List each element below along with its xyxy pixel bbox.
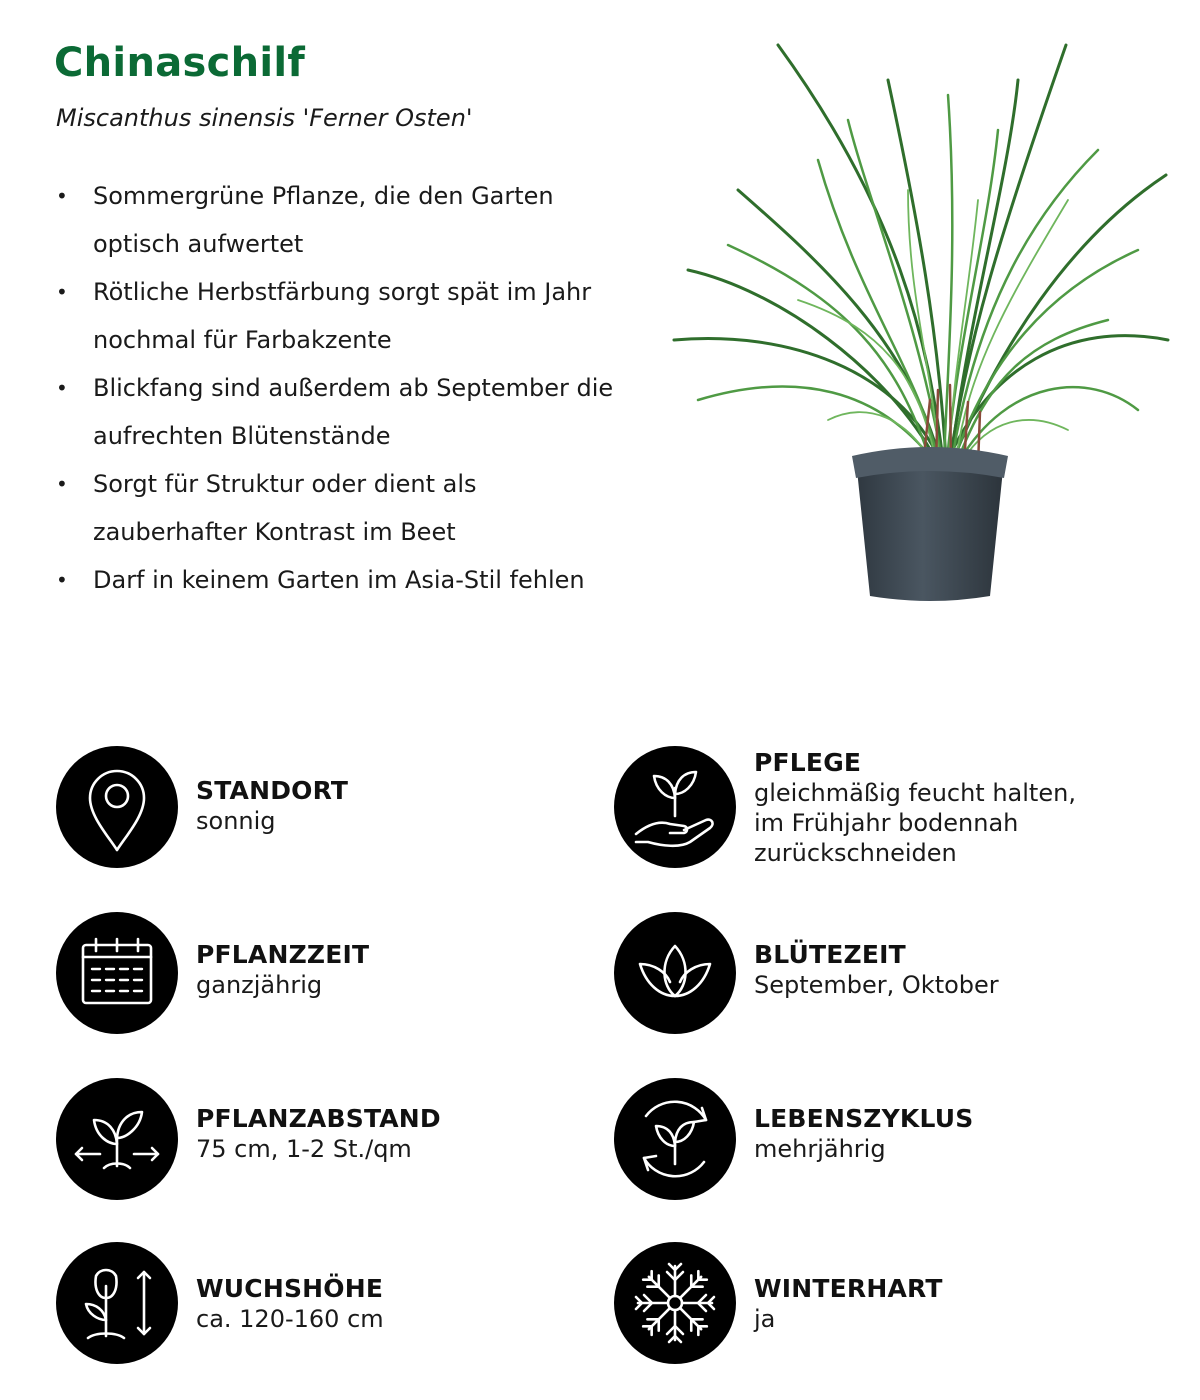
bullet-item [56, 364, 616, 460]
lotus-flower-icon [614, 912, 736, 1034]
feature-pflege [614, 746, 1134, 870]
feature-wuchshoehe [56, 1242, 576, 1366]
feature-value: sonnig [196, 807, 276, 835]
life-cycle-icon [614, 1078, 736, 1200]
feature-standort [56, 746, 576, 870]
feature-value: ja [754, 1305, 776, 1333]
growth-height-icon [56, 1242, 178, 1364]
feature-value: ca. 120-160 cm [196, 1305, 384, 1333]
bullet-dot-icon: • [56, 280, 68, 304]
feature-label: PFLANZZEIT [196, 940, 370, 969]
bullet-dot-icon: • [56, 472, 68, 496]
bullet-item [56, 556, 616, 604]
feature-bluetezeit [614, 912, 1134, 1036]
calendar-icon [56, 912, 178, 1034]
bullet-text: Sorgt für Struktur oder dient als zauberhafter Kontrast im Beet [93, 470, 477, 546]
feature-pflanzzeit [56, 912, 576, 1036]
feature-label: BLÜTEZEIT [754, 940, 906, 969]
feature-label: STANDORT [196, 776, 349, 805]
feature-label: WINTERHART [754, 1274, 943, 1303]
feature-value: ganzjährig [196, 971, 323, 999]
feature-value: gleichmäßig feucht halten, im Frühjahr bodennah zurückschneiden [754, 779, 1076, 867]
bullet-dot-icon: • [56, 376, 68, 400]
botanical-name: Miscanthus sinensis 'Ferner Osten' [56, 104, 473, 132]
bullet-item [56, 460, 616, 556]
feature-label: LEBENSZYKLUS [754, 1104, 974, 1133]
bullet-text: Darf in keinem Garten im Asia-Stil fehlen [93, 566, 585, 594]
feature-label: PFLEGE [754, 748, 862, 777]
feature-label: WUCHSHÖHE [196, 1274, 384, 1303]
bullet-item [56, 268, 616, 364]
bullet-text: Rötliche Herbstfärbung sorgt spät im Jahr nochmal für Farbakzente [93, 278, 592, 354]
bullet-dot-icon: • [56, 184, 68, 208]
bullet-item [56, 172, 616, 268]
feature-value: mehrjährig [754, 1135, 886, 1163]
feature-lebenszyklus [614, 1078, 1134, 1202]
feature-bullet-list [56, 172, 616, 604]
product-image [668, 40, 1172, 610]
sprout-spacing-icon [56, 1078, 178, 1200]
bullet-text: Blickfang sind außerdem ab September die aufrechten Blütenstände [93, 374, 614, 450]
snowflake-icon [614, 1242, 736, 1364]
feature-value: 75 cm, 1-2 St./qm [196, 1135, 412, 1163]
feature-value: September, Oktober [754, 971, 999, 999]
bullet-dot-icon: • [56, 568, 68, 592]
feature-label: PFLANZABSTAND [196, 1104, 441, 1133]
product-title: Chinaschilf [54, 40, 306, 86]
plant-in-hand-icon [614, 746, 736, 868]
feature-winterhart [614, 1242, 1134, 1366]
bullet-text: Sommergrüne Pflanze, die den Garten optisch aufwertet [93, 182, 554, 258]
location-pin-icon [56, 746, 178, 868]
potted-grass-illustration [668, 40, 1172, 610]
feature-pflanzabstand [56, 1078, 576, 1202]
